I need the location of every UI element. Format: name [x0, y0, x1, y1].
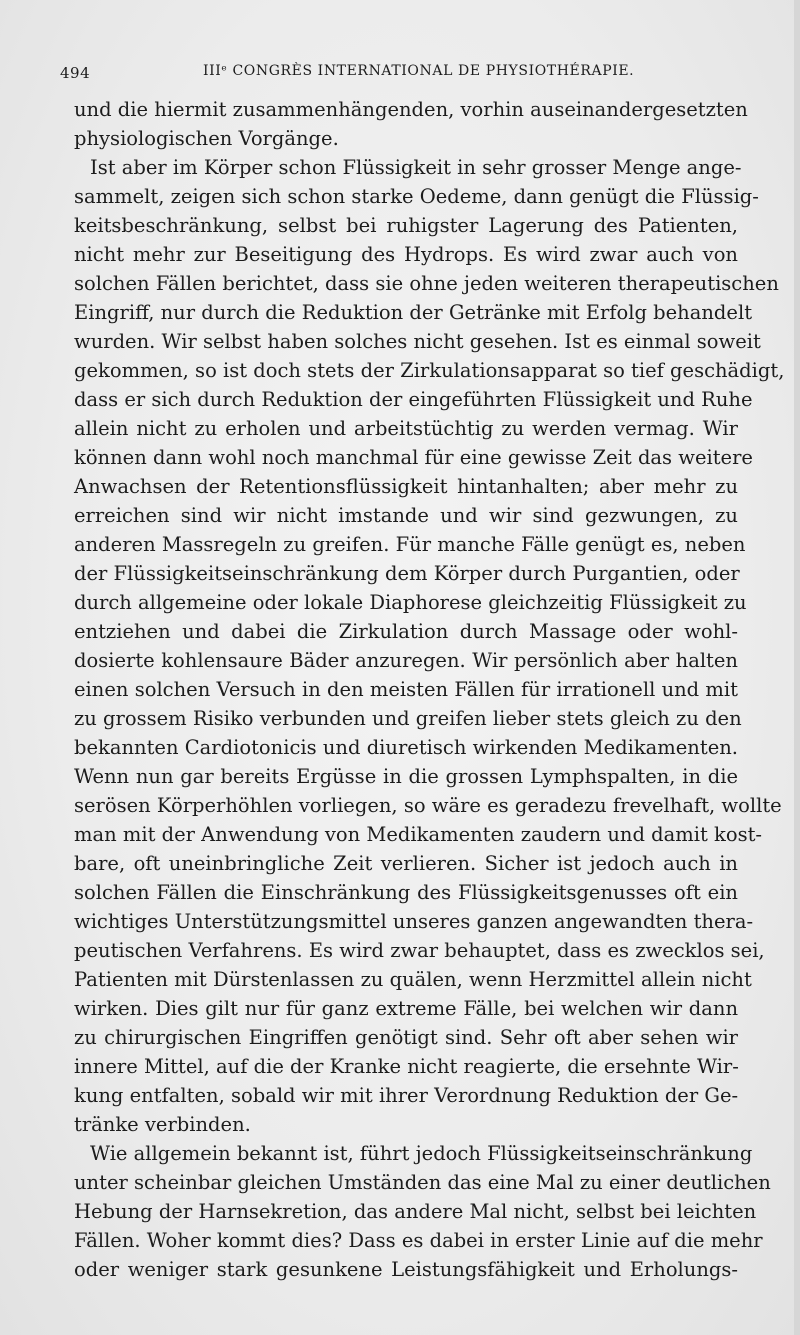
running-head: IIIᵉ CONGRÈS INTERNATIONAL DE PHYSIOTHÉRAPIE. — [203, 63, 635, 79]
text-line: solchen Fällen die Einschränkung des Flüssigkeitsgenusses oft ein — [74, 881, 738, 904]
text-line: nicht mehr zur Beseitigung des Hydrops. Es wird zwar auch von — [74, 243, 738, 266]
text-line: wurden. Wir selbst haben solches nicht gesehen. Ist es einmal soweit — [74, 330, 761, 353]
text-line: peutischen Verfahrens. Es wird zwar behauptet, dass es zwecklos sei, — [74, 939, 765, 962]
text-line: durch allgemeine oder lokale Diaphorese gleichzeitig Flüssigkeit zu — [74, 591, 747, 614]
text-line: allein nicht zu erholen und arbeitstüchtig zu werden vermag. Wir — [74, 417, 738, 440]
text-line: solchen Fällen berichtet, dass sie ohne jeden weiteren therapeutischen — [74, 272, 779, 295]
text-line: innere Mittel, auf die der Kranke nicht reagierte, die ersehnte Wir- — [74, 1055, 739, 1078]
text-line: gekommen, so ist doch stets der Zirkulationsapparat so tief geschädigt, — [74, 359, 785, 382]
text-line: dass er sich durch Reduktion der eingeführten Flüssigkeit und Ruhe — [74, 388, 753, 411]
text-line: sammelt, zeigen sich schon starke Oedeme, dann genügt die Flüssig- — [74, 185, 759, 208]
text-line: Eingriff, nur durch die Reduktion der Getränke mit Erfolg behandelt — [74, 301, 753, 324]
text-line: der Flüssigkeitseinschränkung dem Körper durch Purgantien, oder — [74, 562, 740, 585]
text-line: keitsbeschränkung, selbst bei ruhigster Lagerung des Patienten, — [74, 214, 738, 237]
page-header — [60, 62, 760, 86]
text-line: Patienten mit Dürstenlassen zu quälen, wenn Herzmittel allein nicht — [74, 968, 752, 991]
text-line: Wie allgemein bekannt ist, führt jedoch Flüssigkeitseinschränkung — [90, 1142, 753, 1165]
text-line: bare, oft uneinbringliche Zeit verlieren. Sicher ist jedoch auch in — [74, 852, 738, 875]
text-line: Fällen. Woher kommt dies? Dass es dabei in erster Linie auf die mehr — [74, 1229, 763, 1252]
text-line: unter scheinbar gleichen Umständen das eine Mal zu einer deutlichen — [74, 1171, 771, 1194]
text-line: erreichen sind wir nicht imstande und wir sind gezwungen, zu — [74, 504, 738, 527]
text-line: Wenn nun gar bereits Ergüsse in die grossen Lymphspalten, in die — [74, 765, 738, 788]
text-line: anderen Massregeln zu greifen. Für manche Fälle genügt es, neben — [74, 533, 746, 556]
page-edge — [794, 0, 800, 1335]
text-line: kung entfalten, sobald wir mit ihrer Verordnung Reduktion der Ge- — [74, 1084, 739, 1107]
text-line: dosierte kohlensaure Bäder anzuregen. Wir persönlich aber halten — [74, 649, 738, 672]
text-line: zu grossem Risiko verbunden und greifen lieber stets gleich zu den — [74, 707, 742, 730]
text-line: tränke verbinden. — [74, 1113, 251, 1136]
text-line: zu chirurgischen Eingriffen genötigt sind. Sehr oft aber sehen wir — [74, 1026, 738, 1049]
body-text — [74, 95, 785, 1284]
text-line: Ist aber im Körper schon Flüssigkeit in sehr grosser Menge ange- — [90, 156, 742, 179]
text-line: Hebung der Harnsekretion, das andere Mal nicht, selbst bei leichten — [74, 1200, 757, 1223]
text-line: Anwachsen der Retentionsflüssigkeit hintanhalten; aber mehr zu — [74, 475, 738, 498]
text-line: entziehen und dabei die Zirkulation durch Massage oder wohl- — [74, 620, 738, 643]
text-line: bekannten Cardiotonicis und diuretisch wirkenden Medikamenten. — [74, 736, 738, 759]
text-line: serösen Körperhöhlen vorliegen, so wäre es geradezu frevelhaft, wollte — [74, 794, 782, 817]
text-line: und die hiermit zusammenhängenden, vorhin auseinandergesetzten — [74, 98, 748, 121]
text-line: physiologischen Vorgänge. — [74, 127, 339, 150]
text-line: wirken. Dies gilt nur für ganz extreme Fälle, bei welchen wir dann — [74, 997, 738, 1020]
text-line: können dann wohl noch manchmal für eine gewisse Zeit das weitere — [74, 446, 753, 469]
text-line: einen solchen Versuch in den meisten Fällen für irrationell und mit — [74, 678, 738, 701]
text-line: man mit der Anwendung von Medikamenten zaudern und damit kost- — [74, 823, 763, 846]
text-line: wichtiges Unterstützungsmittel unseres ganzen angewandten thera- — [74, 910, 754, 933]
page-number: 494 — [60, 64, 91, 82]
text-line: oder weniger stark gesunkene Leistungsfähigkeit und Erholungs- — [74, 1258, 738, 1281]
